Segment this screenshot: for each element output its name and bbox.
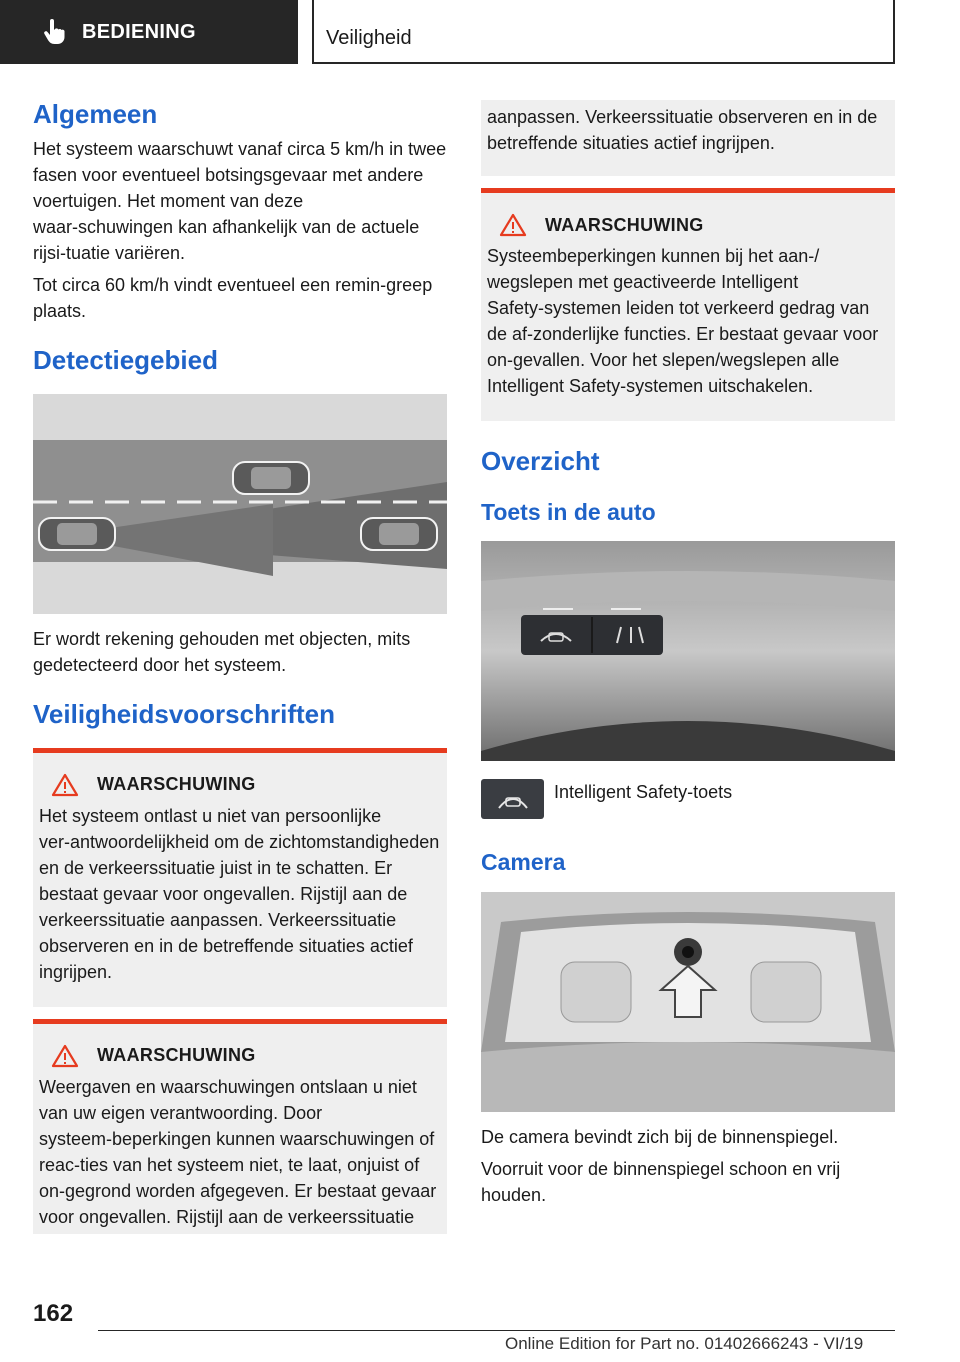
warning-triangle-icon [51, 773, 79, 797]
warning-box-1 [33, 748, 447, 1007]
warning-box-2 [33, 1019, 447, 1234]
car-top-icon [233, 462, 309, 494]
section-title: Veiligheid [312, 0, 895, 64]
heading-veiligheidsvoorschriften: Veiligheidsvoorschriften [33, 698, 335, 729]
heading-overzicht: Overzicht [481, 446, 600, 476]
warning-title: WAARSCHUWING [97, 1045, 256, 1066]
right-column [481, 100, 895, 1208]
heading-camera: Camera [481, 849, 566, 876]
page-number: 162 [33, 1300, 74, 1327]
warning-title: WAARSCHUWING [97, 774, 256, 795]
chapter-label: BEDIENING [82, 20, 196, 43]
detection-area-figure [33, 394, 447, 614]
left-column [33, 100, 447, 1234]
heading-toets-in-de-auto: Toets in de auto [481, 498, 656, 525]
detectie-caption: Er wordt rekening gehouden met objecten, mits gedetecteerd door het systeem. [33, 628, 411, 675]
warning-text: Systeembeperkingen kunnen bij het aan‑/ wegslepen met geactiveerde Intelligent Safety‑systemen leiden tot verkeerd gedrag van de af‑zonderlijke functies. Er bestaat gevaar voor on‑gevallen. Voor het slepen/wegslepen alle Intelligent Safety‑systemen uitschakelen. [487, 246, 879, 396]
warning-text: Het systeem ontlast u niet van persoonlijke ver‑antwoordelijkheid om de zichtomstandigheden en de verkeerssituatie juist in te schatten. Er bestaat gevaar voor ongevallen. Rijstijl aan de verkeerssituatie aanpassen. Verkeerssituatie observeren en in de betreffende situaties actief ingrijpen. [39, 805, 440, 982]
edition-text: Online Edition for Part no. 01402666243 - VI/19 [505, 1334, 864, 1353]
camera-location-photo [481, 892, 895, 1112]
heading-detectiegebied: Detectiegebied [33, 344, 218, 375]
warning-box-2-continued [481, 100, 895, 176]
warning-text: Weergaven en waarschuwingen ontslaan u niet van uw eigen verantwoording. Door systeem‑beperkingen kunnen waarschuwingen of reac‑ties van het systeem niet, te laat, onjuist of on‑gegrond worden afgegeven. Er bestaat gevaar voor ongevallen. Rijstijl aan de verkeerssituatie [39, 1076, 437, 1227]
algemeen-paragraph-2: Tot circa 60 km/h vindt eventueel een remin‑greep plaats. [33, 274, 433, 321]
warning-box-3 [481, 188, 895, 421]
intelligent-safety-button-icon [481, 779, 544, 819]
car-top-icon [39, 518, 115, 550]
car-top-icon [361, 518, 437, 550]
button-panel-photo [481, 541, 895, 761]
camera-paragraph-1: De camera bevindt zich bij de binnenspiegel. [481, 1126, 839, 1147]
warning-text: aanpassen. Verkeerssituatie observeren en in de betreffende situaties actief ingrijpen. [487, 107, 878, 153]
chapter-tab[interactable] [0, 0, 298, 64]
button-caption: Intelligent Safety‑toets [554, 782, 733, 803]
warning-triangle-icon [499, 213, 527, 237]
footer-divider [98, 1330, 895, 1331]
camera-paragraph-2: Voorruit voor de binnenspiegel schoon en vrij houden. [481, 1158, 841, 1205]
hand-pointer-icon [40, 18, 68, 46]
algemeen-paragraph-1: Het systeem waarschuwt vanaf circa 5 km/h in twee fasen voor eventueel botsingsgevaar met andere voertuigen. Het moment van deze waar‑schuwingen kan afhankelijk van de actuele rijsi‑tuatie variëren. [33, 138, 447, 263]
warning-triangle-icon [51, 1044, 79, 1068]
warning-title: WAARSCHUWING [545, 214, 704, 235]
heading-algemeen: Algemeen [33, 99, 158, 129]
